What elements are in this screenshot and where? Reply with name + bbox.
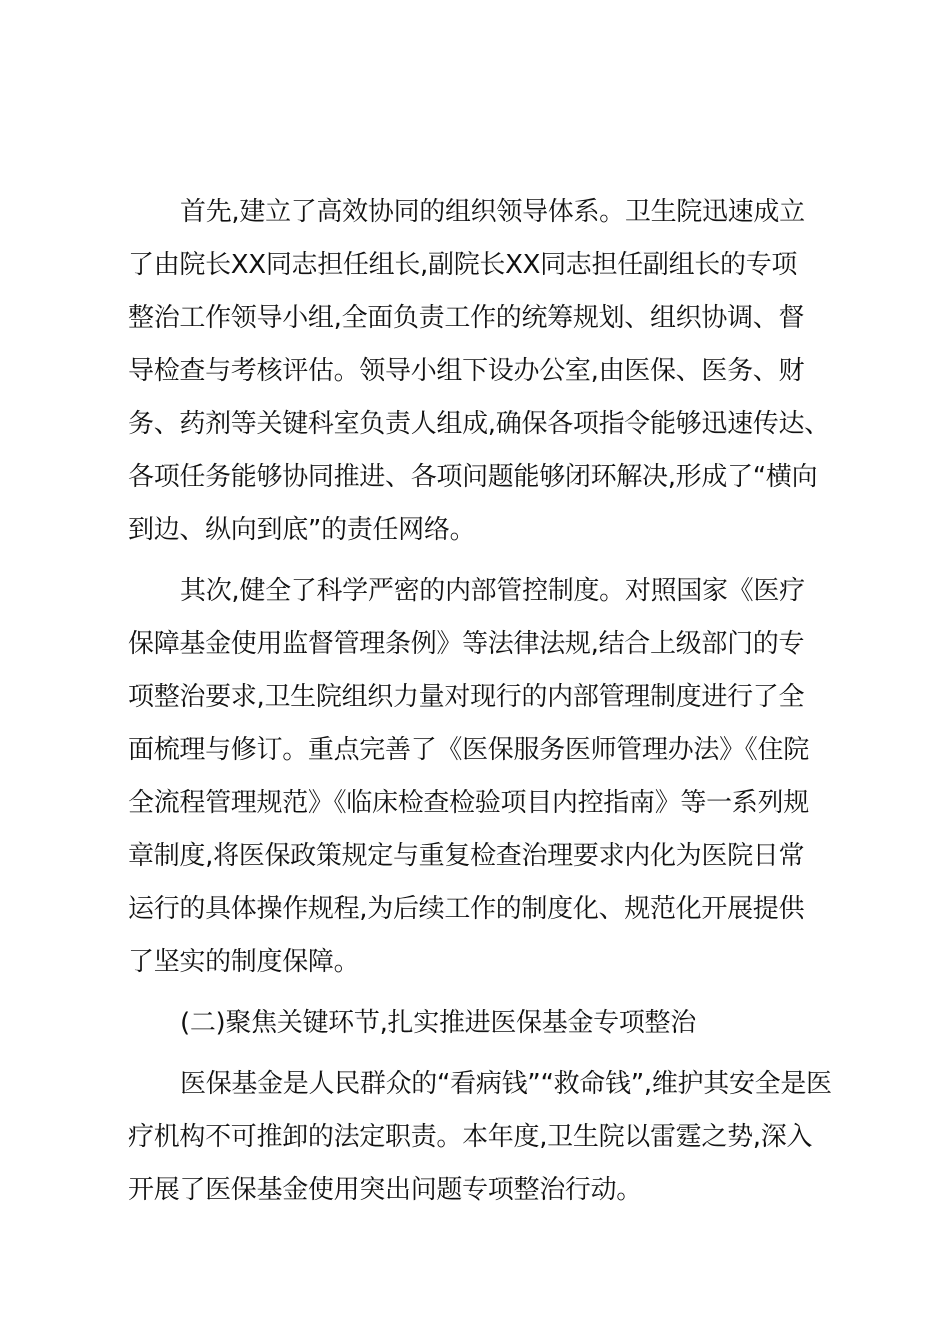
text-line: 到边、纵向到底”的责任网络。 <box>128 515 476 545</box>
text-line: 全流程管理规范》《临床检查检验项目内控指南》等一系列规 <box>128 788 809 818</box>
section-heading <box>128 997 818 1050</box>
text-line: 章制度,将医保政策规定与重复检查治理要求内化为医院日常 <box>128 841 805 871</box>
text-line: 首先,建立了高效协同的组织领导体系。卫生院迅速成立 <box>180 197 805 227</box>
paragraph-spacer <box>128 1050 818 1058</box>
text-line: 面梳理与修订。重点完善了《医保服务医师管理办法》《住院 <box>128 735 809 765</box>
paragraph-organization-leadership <box>128 186 830 557</box>
text-line: 务、药剂等关键科室负责人组成,确保各项指令能够迅速传达、 <box>128 409 830 439</box>
text-line: 各项任务能够协同推进、各项问题能够闭环解决,形成了“横向 <box>128 462 818 492</box>
text-line: 项整治要求,卫生院组织力量对现行的内部管理制度进行了全 <box>128 682 805 712</box>
text-line: 了坚实的制度保障。 <box>128 947 360 977</box>
paragraph-spacer <box>128 557 818 565</box>
paragraph-medical-insurance-fund <box>128 1058 832 1217</box>
text-line: 保障基金使用监督管理条例》等法律法规,结合上级部门的专 <box>128 629 805 659</box>
paragraph-internal-control <box>128 565 818 989</box>
text-line: 了由院长XX同志担任组长,副院长XX同志担任副组长的专项 <box>128 250 798 280</box>
text-line: 疗机构不可推卸的法定职责。本年度,卫生院以雷霆之势,深入 <box>128 1122 813 1152</box>
text-line: 开展了医保基金使用突出问题专项整治行动。 <box>128 1175 643 1205</box>
text-line: 医保基金是人民群众的“看病钱”“救命钱”,维护其安全是医 <box>180 1069 832 1099</box>
text-line: 运行的具体操作规程,为后续工作的制度化、规范化开展提供 <box>128 894 805 924</box>
paragraph-spacer <box>128 989 818 997</box>
text-line: 整治工作领导小组,全面负责工作的统筹规划、组织协调、督 <box>128 303 805 333</box>
text-line: 导检查与考核评估。领导小组下设办公室,由医保、医务、财 <box>128 356 805 386</box>
text-line: 其次,健全了科学严密的内部管控制度。对照国家《医疗 <box>180 576 805 606</box>
document-body <box>128 186 832 1217</box>
section-heading-text: (二)聚焦关键环节,扎实推进医保基金专项整治 <box>180 1008 696 1038</box>
